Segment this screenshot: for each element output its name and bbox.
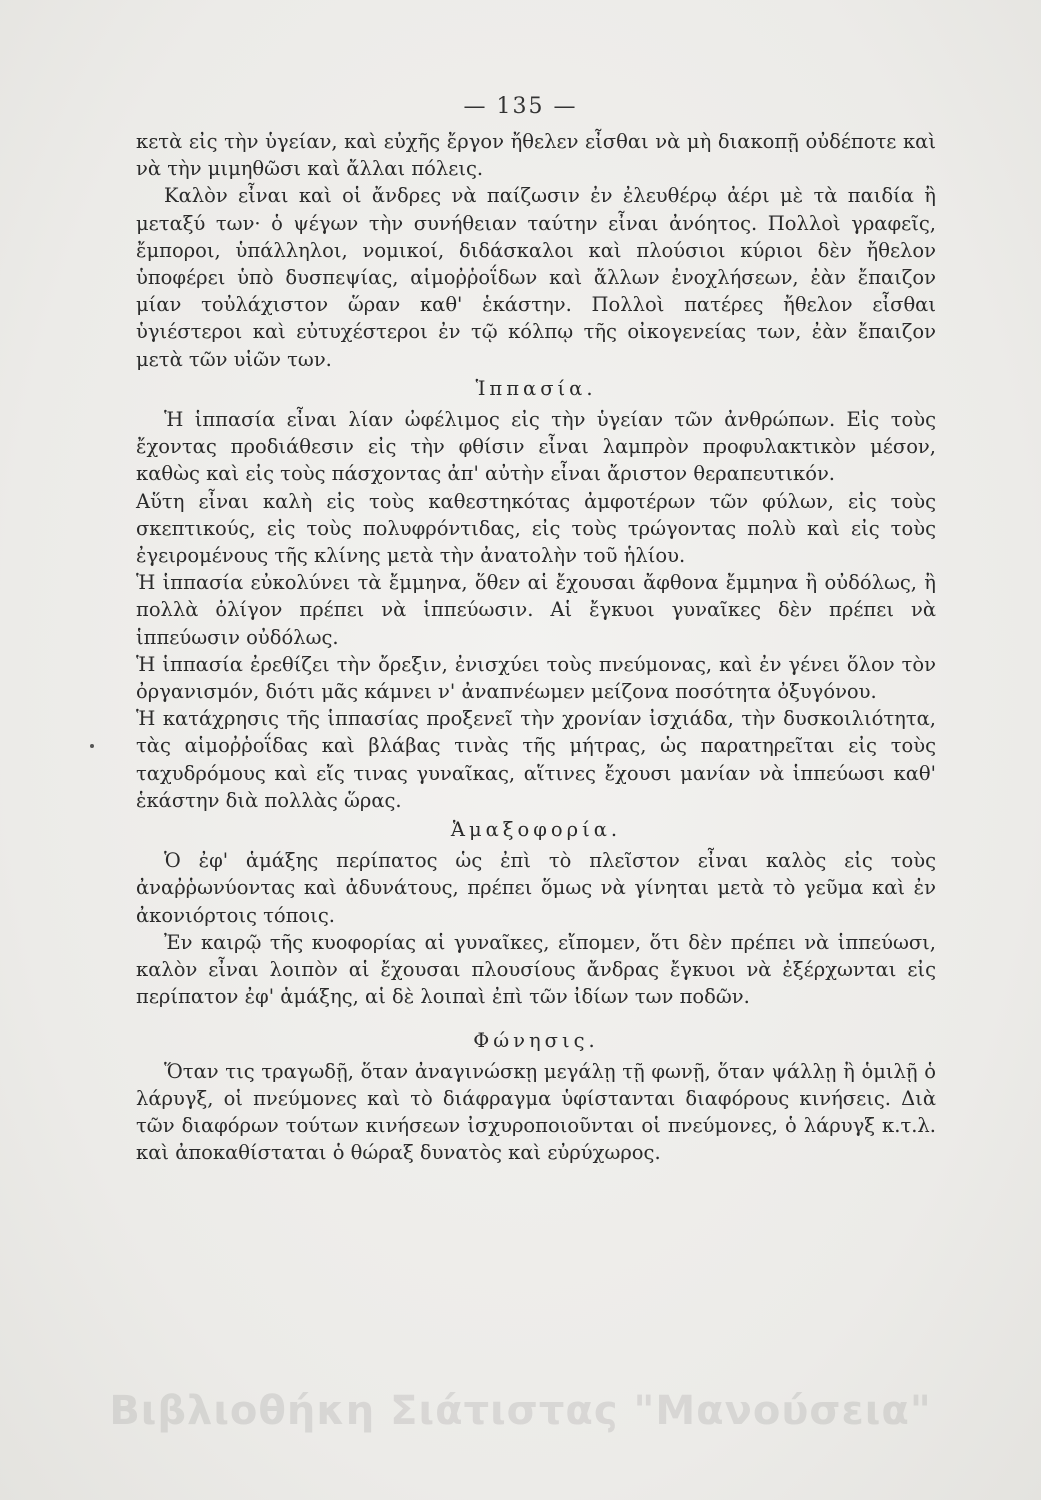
section-heading-voice: Φώνησις. — [473, 1028, 599, 1052]
section-heading-riding: Ἱππασία. — [475, 376, 597, 400]
paragraph-riding-menses: Ἡ ἱππασία εὐκολύνει τὰ ἔμμηνα, ὅθεν αἱ ἔχουσαι ἄφθονα ἔμμηνα ἢ οὐδόλως, ἢ πολλὰ ὀλίγον πρέπει νὰ ἱππεύωσιν. Αἱ ἔγκυοι γυναῖκες δὲν πρέπει νὰ ἱππεύωσιν οὐδόλως. — [136, 571, 936, 649]
margin-dot — [90, 744, 94, 748]
page-number: — 135 — — [463, 94, 578, 119]
section-heading-carriage: Ἁμαξοφορία. — [450, 818, 622, 842]
paragraph-voice: Ὅταν τις τραγωδῇ, ὅταν ἀναγινώσκῃ μεγάλῃ τῇ φωνῇ, ὅταν ψάλλῃ ἢ ὁμιλῇ ὁ λάρυγξ, οἱ πνεύμονες καὶ τὸ διάφραγμα ὑφίστανται διαφόρους κινήσεις. Διὰ τῶν διαφόρων τούτων κινήσεων ἰσχυροποιοῦνται οἱ πνεύμονες, ὁ λάρυγξ κ.τ.λ. καὶ ἀποκαθίσταται ὁ θώραξ δυνατὸς καὶ εὐρύχωρος. — [136, 1059, 936, 1165]
paragraph-carriage-walk: Ὁ ἐφ' ἁμάξης περίπατος ὡς ἐπὶ τὸ πλεῖστον εἶναι καλὸς εἰς τοὺς ἀναῤῥωνύοντας καὶ ἀδυνάτους, πρέπει ὅμως νὰ γίνηται μετὰ τὸ γεῦμα καὶ ἐν ἀκονιόρτοις τόποις. — [136, 849, 936, 927]
paragraph-riding-benefits: Ἡ ἱππασία εἶναι λίαν ὠφέλιμος εἰς τὴν ὑγείαν τῶν ἀνθρώπων. Εἰς τοὺς ἔχοντας προδιάθεσιν εἰς τὴν φθίσιν εἶναι λαμπρὸν προφυλακτικὸν μέσον, καθὼς καὶ εἰς τοὺς πάσχοντας ἀπ' αὐτὴν εἶναι ἄριστον θεραπευτικόν. — [136, 408, 936, 486]
paragraph-riding-appetite: Ἡ ἱππασία ἐρεθίζει τὴν ὄρεξιν, ἐνισχύει τοὺς πνεύμονας, καὶ ἐν γένει ὅλον τὸν ὀργανισμόν, διότι μᾶς κάμνει ν' ἀναπνέωμεν μείζονα ποσότητα ὀξυγόνου. — [136, 652, 936, 704]
paragraph-continuation: κετὰ εἰς τὴν ὑγείαν, καὶ εὐχῆς ἔργον ἤθελεν εἶσθαι νὰ μὴ διακοπῇ οὐδέποτε καὶ νὰ τὴν μιμηθῶσι καὶ ἄλλαι πόλεις. — [136, 130, 936, 181]
paragraph-riding-suitable: Αὕτη εἶναι καλὴ εἰς τοὺς καθεστηκότας ἀμφοτέρων τῶν φύλων, εἰς τοὺς σκεπτικούς, εἰς τοὺς πολυφρόντιδας, εἰς τοὺς τρώγοντας πολὺ καὶ εἰς τοὺς ἐγειρομένους τῆς κλίνης μετὰ τὴν ἀνατολὴν τοῦ ἡλίου. — [136, 489, 936, 568]
body-text — [136, 128, 936, 1167]
paragraph-carriage-pregnancy: Ἐν καιρῷ τῆς κυοφορίας αἱ γυναῖκες, εἴπομεν, ὅτι δὲν πρέπει νὰ ἱππεύωσι, καλὸν εἶναι λοιπὸν αἱ ἔχουσαι πλουσίους ἄνδρας ἔγκυοι νὰ ἐξέρχωνται εἰς περίπατον ἐφ' ἁμάξης, αἱ δὲ λοιπαὶ ἐπὶ τῶν ἰδίων των ποδῶν. — [136, 930, 936, 1009]
paragraph-play: Καλὸν εἶναι καὶ οἱ ἄνδρες νὰ παίζωσιν ἐν ἐλευθέρῳ ἀέρι μὲ τὰ παιδία ἢ μεταξύ των· ὁ ψέγων τὴν συνήθειαν ταύτην εἶναι ἀνόητος. Πολλοὶ γραφεῖς, ἔμποροι, ὑπάλληλοι, νομικοί, διδάσκαλοι καὶ πλούσιοι κύριοι δὲν ἤθελον ὑποφέρει ὑπὸ δυσπεψίας, αἱμοῤῥοΐδων καὶ ἄλλων ἐνοχλήσεων, ἐὰν ἔπαιζον μίαν τοὐλάχιστον ὥραν καθ' ἑκάστην. Πολλοὶ πατέρες ἤθελον εἶσθαι ὑγιέστεροι καὶ εὐτυχέστεροι ἐν τῷ κόλπῳ τῆς οἰκογενείας των, ἐὰν ἔπαιζον μετὰ τῶν υἱῶν των. — [136, 184, 936, 371]
library-watermark: Βιβλιοθήκη Σιάτιστας "Μανούσεια" — [109, 1388, 932, 1434]
paragraph-riding-abuse: Ἡ κατάχρησις τῆς ἱππασίας προξενεῖ τὴν χρονίαν ἰσχιάδα, τὴν δυσκοιλιότητα, τὰς αἱμοῤῥοΐδας καὶ βλάβας τινὰς τῆς μήτρας, ὡς παρατηρεῖται εἰς τοὺς ταχυδρόμους καὶ εἴς τινας γυναῖκας, αἵτινες ἔχουσι μανίαν νὰ ἱππεύωσι καθ' ἑκάστην διὰ πολλὰς ὥρας. — [136, 707, 936, 812]
